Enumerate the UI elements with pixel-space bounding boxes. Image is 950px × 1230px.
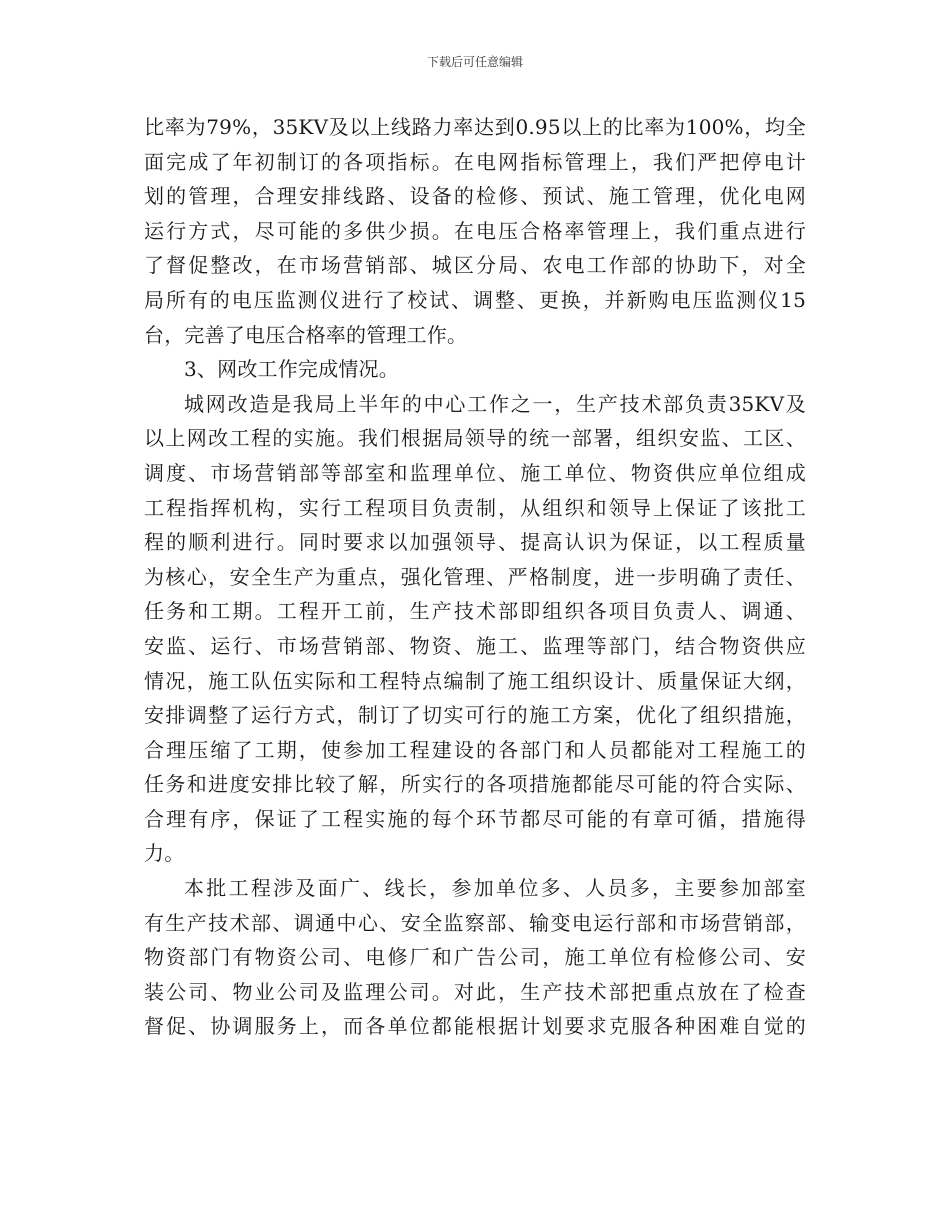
text-line: 情况，施工队伍实际和工程特点编制了施工组织设计、质量保证大纲， — [144, 668, 806, 693]
text-line: 运行方式，尽可能的多供少损。在电压合格率管理上，我们重点进行 — [144, 218, 806, 243]
text-line: 任务和工期。工程开工前，生产技术部即组织各项目负责人、调通、 — [144, 599, 806, 624]
text-line: 督促、协调服务上，而各单位都能根据计划要求克服各种困难自觉的 — [144, 1014, 806, 1039]
section-heading: 3、网改工作完成情况。 — [184, 357, 399, 382]
document-body — [144, 110, 806, 1044]
text-line: 为核心，安全生产为重点，强化管理、严格制度，进一步明确了责任、 — [144, 564, 806, 589]
text-line: 任务和进度安排比较了解，所实行的各项措施都能尽可能的符合实际、 — [144, 772, 806, 797]
text-line: 面完成了年初制订的各项指标。在电网指标管理上，我们严把停电计 — [144, 149, 806, 174]
text-line: 安监、运行、市场营销部、物资、施工、监理等部门，结合物资供应 — [144, 633, 806, 658]
text-line: 有生产技术部、调通中心、安全监察部、输变电运行部和市场营销部， — [144, 910, 806, 935]
page-header: 下载后可任意编辑 — [426, 55, 523, 69]
text-line: 力。 — [144, 841, 185, 866]
text-line: 台，完善了电压合格率的管理工作。 — [144, 322, 468, 347]
text-line: 比率为79%，35KV及以上线路力率达到0.95以上的比率为100%，均全 — [144, 115, 806, 139]
text-line: 程的顺利进行。同时要求以加强领导、提高认识为保证，以工程质量 — [144, 530, 806, 555]
text-line: 合理有序，保证了工程实施的每个环节都尽可能的有章可循，措施得 — [144, 806, 806, 831]
text-line: 物资部门有物资公司、电修厂和广告公司，施工单位有检修公司、安 — [144, 945, 806, 970]
text-line: 以上网改工程的实施。我们根据局领导的统一部署，组织安监、工区、 — [144, 426, 806, 451]
text-line: 安排调整了运行方式，制订了切实可行的施工方案，优化了组织措施， — [144, 703, 806, 728]
text-line: 局所有的电压监测仪进行了校试、调整、更换，并新购电压监测仪15 — [144, 287, 806, 312]
text-line: 调度、市场营销部等部室和监理单位、施工单位、物资供应单位组成 — [144, 460, 806, 485]
text-line: 装公司、物业公司及监理公司。对此，生产技术部把重点放在了检查 — [144, 979, 806, 1004]
text-line: 本批工程涉及面广、线长，参加单位多、人员多，主要参加部室 — [184, 876, 806, 901]
text-line: 划的管理，合理安排线路、设备的检修、预试、施工管理，优化电网 — [144, 184, 806, 209]
text-line: 了督促整改，在市场营销部、城区分局、农电工作部的协助下，对全 — [144, 253, 806, 278]
text-line: 工程指挥机构，实行工程项目负责制，从组织和领导上保证了该批工 — [144, 495, 806, 520]
text-line: 合理压缩了工期，使参加工程建设的各部门和人员都能对工程施工的 — [144, 737, 806, 762]
text-line: 城网改造是我局上半年的中心工作之一，生产技术部负责35KV及 — [184, 391, 806, 416]
